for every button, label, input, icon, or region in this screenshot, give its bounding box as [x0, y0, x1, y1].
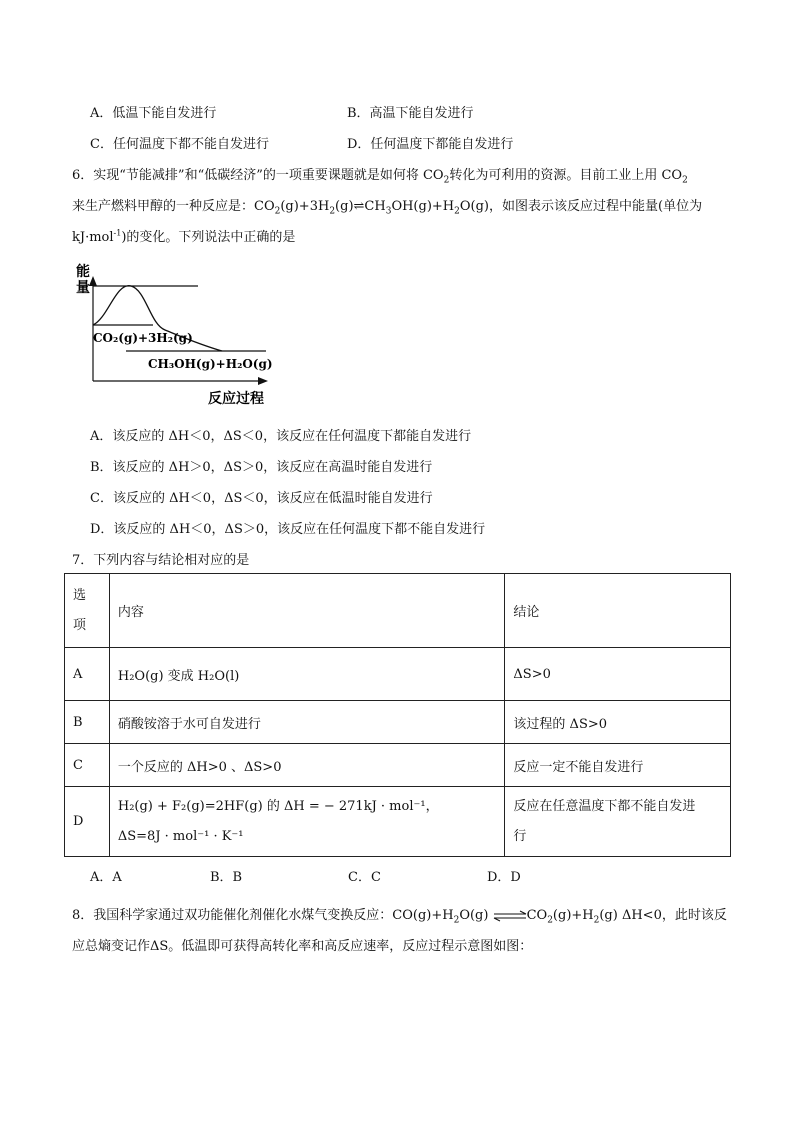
q6-option-b: B．该反应的 ΔH＞0，ΔS＞0，该反应在高温时能自发进行 — [90, 460, 433, 475]
row-content: 一个反应的 ΔH>0 、ΔS>0 — [109, 744, 505, 787]
row-content: 硝酸铵溶于水可自发进行 — [109, 701, 505, 744]
header-conclusion: 结论 — [505, 574, 731, 648]
table-header-row — [65, 574, 731, 648]
q6-stem-line-3: kJ·mol$^{-1}$)的变化。下列说法中正确的是 — [72, 228, 296, 245]
q5-option-a: A．低温下能自发进行 — [90, 106, 217, 121]
reactant-label: CO₂(g)+3H₂(g) — [93, 331, 193, 345]
y-axis-arrow — [89, 276, 97, 286]
energy-diagram — [70, 262, 280, 412]
q7-option-a: A．A — [90, 870, 122, 885]
q6-option-d: D．该反应的 ΔH＜0，ΔS＞0，该反应在任何温度下都不能自发进行 — [90, 522, 486, 537]
q7-option-d: D．D — [487, 870, 521, 885]
table-row — [65, 701, 731, 744]
y-axis-label-2: 量 — [76, 280, 90, 296]
product-label: CH₃OH(g)+H₂O(g) — [148, 357, 273, 371]
header-content: 内容 — [109, 574, 505, 648]
row-content — [109, 787, 505, 857]
x-axis-arrow — [258, 377, 268, 385]
q6-stem-line-2: 来生产燃料甲醇的一种反应是：$CO_2(g)+3H_2(g)\rightleftharpoons CH_3OH(g)+H_2O(g)$，如图表示该反应过程中能量(单位为 — [72, 199, 703, 217]
row-content: H₂O(g) 变成 H₂O(l) — [109, 648, 505, 701]
q7-stem: 7．下列内容与结论相对应的是 — [72, 553, 250, 568]
row-conclusion: 反应一定不能自发进行 — [505, 744, 731, 787]
table-row — [65, 787, 731, 857]
row-content-line-2: ΔS=8J · mol⁻¹ · K⁻¹ — [117, 828, 244, 844]
x-axis-label: 反应过程 — [208, 391, 264, 407]
row-conclusion: 该过程的 ΔS>0 — [505, 701, 731, 744]
q6-option-c: C．该反应的 ΔH＜0，ΔS＜0，该反应在低温时能自发进行 — [90, 491, 433, 506]
q7-option-b: B．B — [210, 870, 243, 885]
q6-option-a: A．该反应的 ΔH＜0，ΔS＜0，该反应在任何温度下都能自发进行 — [90, 429, 472, 444]
row-content-line-1: H₂(g) + F₂(g)=2HF(g) 的 ΔH = − 271kJ · mol⁻¹， — [117, 798, 439, 814]
q8-stem-line-1: 8．我国科学家通过双功能催化剂催化水煤气变换反应：$CO(g)+H_2O(g)$ $CO_2(g)+H_2(g)$ ΔH<0，此时该反 — [72, 908, 727, 926]
y-axis-label-1: 能 — [76, 264, 90, 280]
q5-option-d: D．任何温度下都能自发进行 — [347, 137, 514, 152]
row-key: A — [65, 648, 110, 701]
table-row — [65, 648, 731, 701]
q7-table — [64, 573, 731, 857]
q8-stem-line-2: 应总熵变记作ΔS。低温即可获得高转化率和高反应速率，反应过程示意图如图： — [72, 939, 533, 954]
equilibrium-arrow-icon — [493, 910, 527, 922]
table-row — [65, 744, 731, 787]
row-key: C — [65, 744, 110, 787]
header-option: 选 项 — [65, 574, 110, 648]
row-conclusion: 反应在任意温度下都不能自发进 行 — [505, 787, 731, 857]
row-key: B — [65, 701, 110, 744]
q5-option-c: C．任何温度下都不能自发进行 — [90, 137, 269, 152]
q6-stem-line-1: 6．实现“节能减排”和“低碳经济”的一项重要课题就是如何将 $CO_2$转化为可利用的资源。目前工业上用 $CO_2$ — [72, 168, 688, 186]
row-conclusion: ΔS>0 — [505, 648, 731, 701]
row-key: D — [65, 787, 110, 857]
q5-option-b: B．高温下能自发进行 — [347, 106, 474, 121]
q7-option-c: C．C — [348, 870, 381, 885]
